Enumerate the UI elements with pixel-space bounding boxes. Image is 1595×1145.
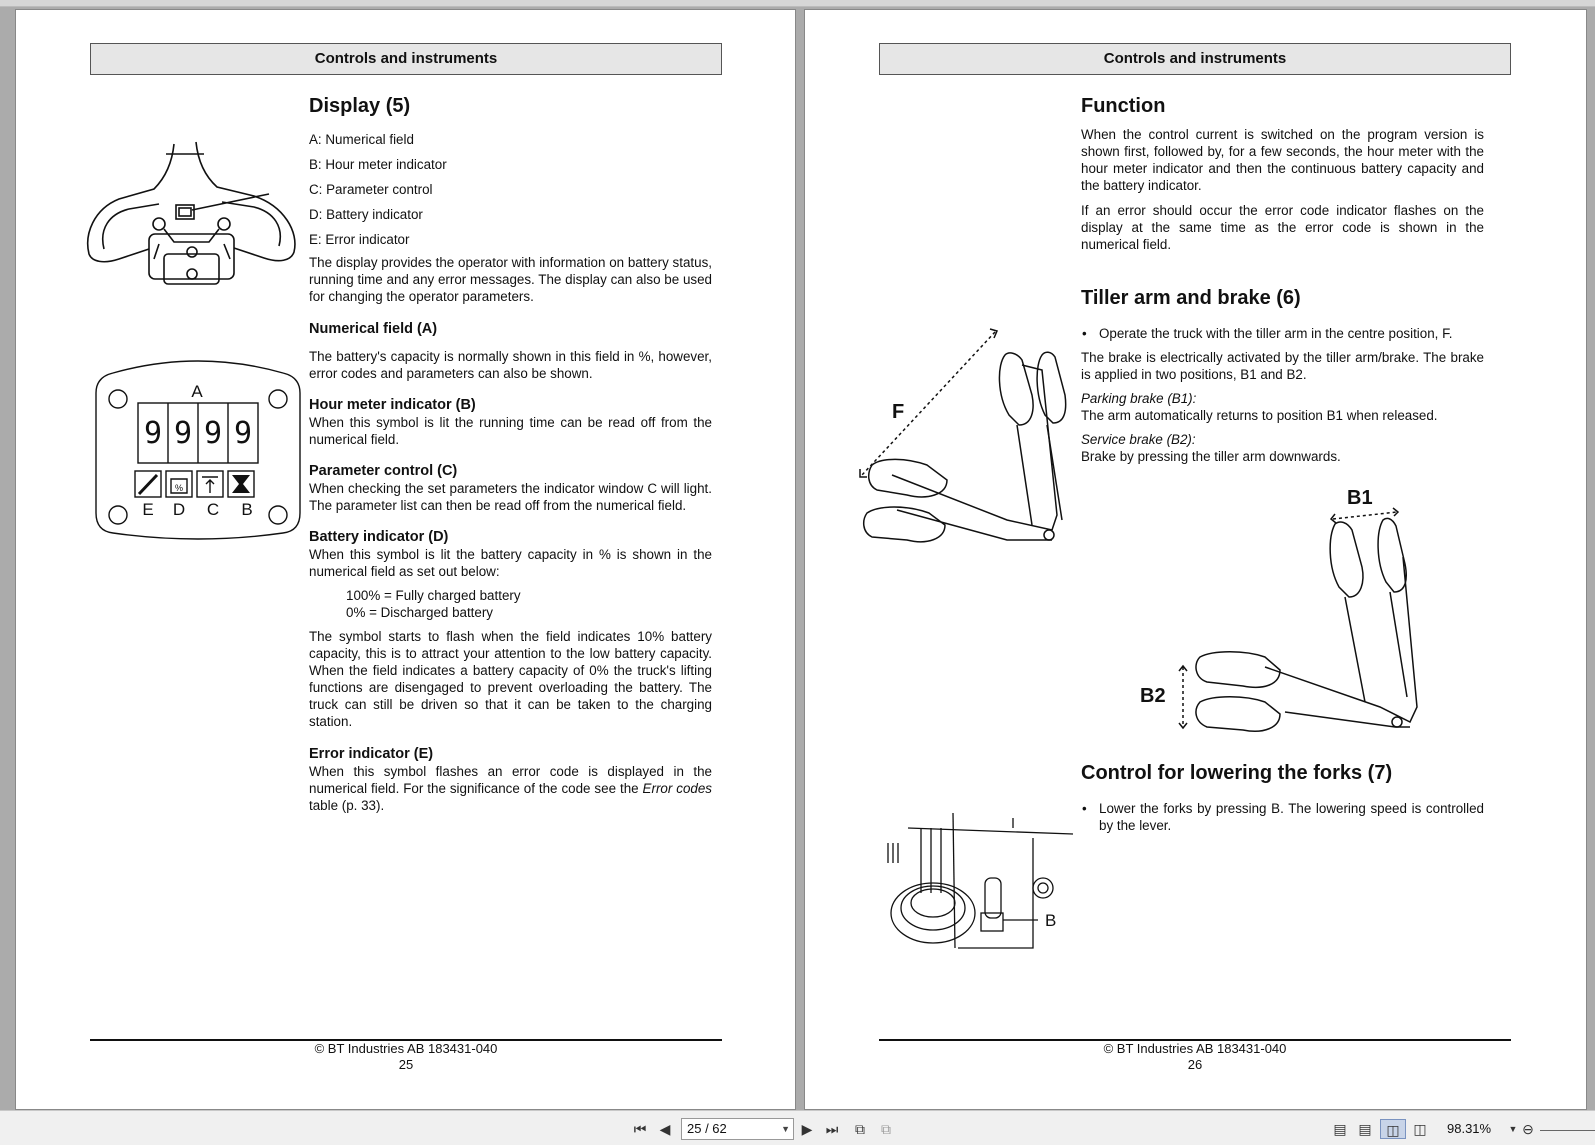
tiller-paragraph: The brake is electrically activated by the tiller arm/brake. The brake is applied in two positions, B1 and B2. — [1081, 350, 1484, 382]
legend-item-c: C: Parameter control — [309, 182, 433, 197]
last-page-icon[interactable]: ⏭ — [825, 1121, 839, 1137]
zoom-out-icon[interactable]: ⊖ — [1522, 1121, 1534, 1137]
digit-1: 9 — [143, 416, 163, 451]
legend-item-e: E: Error indicator — [309, 232, 410, 247]
battery-symbol-percent: % — [174, 483, 184, 493]
page-number-input[interactable] — [681, 1118, 794, 1140]
digit-3: 9 — [203, 416, 223, 451]
display-panel-figure — [93, 353, 303, 543]
service-brake-text: Brake by pressing the tiller arm downwards. — [1081, 449, 1341, 464]
function-heading: Function — [1081, 95, 1166, 117]
battery-full-line: 100% = Fully charged battery — [346, 588, 521, 603]
label-b: B — [1045, 911, 1057, 930]
viewer-toolbar — [0, 1110, 1595, 1145]
copyright: © BT Industries AB 183431-040 — [1103, 1041, 1287, 1056]
hour-meter-heading: Hour meter indicator (B) — [309, 397, 476, 413]
tiller-arm-figure-f — [857, 325, 1082, 560]
numerical-field-text: The battery's capacity is normally shown in this field in %, however, error codes and parameters can also be shown. — [309, 349, 712, 381]
page-footer — [879, 1041, 1511, 1073]
page-dropdown-icon[interactable]: ▼ — [781, 1124, 790, 1134]
service-brake-label: Service brake (B2): — [1081, 432, 1196, 447]
function-paragraph-2: If an error should occur the error code indicator flashes on the display at the same time as the error code is shown in the numerical field. — [1081, 203, 1484, 252]
display-label-b: B — [241, 500, 253, 519]
display-label-c: C — [206, 500, 220, 519]
page-indicator: 25 / 62 — [687, 1121, 727, 1136]
display-intro: The display provides the operator with information on battery status, running time and any error messages. The display can also be used for changing the operator parameters. — [309, 255, 712, 304]
page-25 — [15, 9, 796, 1110]
display-label-a: A — [191, 382, 203, 401]
lowering-bullet: • Lower the forks by pressing B. The lowering speed is controlled by the lever. — [1081, 800, 1484, 834]
function-paragraph-1: When the control current is switched on the program version is shown first, followed by, for a few seconds, the hour meter with the hour meter indicator and then the continuous battery capacity and the battery indicator. — [1081, 127, 1484, 193]
zoom-dropdown-icon[interactable]: ▼ — [1508, 1124, 1518, 1134]
error-text-part-2: table (p. 33). — [309, 798, 385, 813]
display-legend-list — [309, 131, 712, 248]
first-page-icon[interactable]: ⏮ — [633, 1121, 647, 1137]
next-page-icon[interactable]: ▶ — [801, 1121, 813, 1137]
copyright: © BT Industries AB 183431-040 — [314, 1041, 498, 1056]
error-indicator-heading: Error indicator (E) — [309, 746, 434, 762]
page-26 — [804, 9, 1587, 1110]
page-header: Controls and instruments — [879, 43, 1511, 75]
battery-indicator-heading: Battery indicator (D) — [309, 529, 449, 545]
error-codes-reference: Error codes — [642, 781, 712, 796]
error-indicator-text — [309, 763, 712, 814]
zoom-level[interactable]: 98.31% — [1447, 1121, 1492, 1136]
parking-brake-text: The arm automatically returns to position B1 when released. — [1081, 408, 1438, 423]
legend-item-b: B: Hour meter indicator — [309, 157, 447, 172]
page-number: 25 — [398, 1057, 414, 1072]
single-page-view-icon[interactable]: ▤ — [1333, 1121, 1347, 1137]
tiller-arm-figure-brake — [1135, 482, 1445, 757]
parking-brake-label: Parking brake (B1): — [1081, 391, 1197, 406]
page-footer — [90, 1041, 722, 1073]
continuous-facing-view-icon[interactable]: ◫ — [1413, 1121, 1427, 1137]
prev-page-icon[interactable]: ◀ — [659, 1121, 671, 1137]
facing-view-icon[interactable]: ◫ — [1380, 1119, 1406, 1139]
page-number: 26 — [1187, 1057, 1203, 1072]
label-f: F — [892, 401, 905, 423]
display-label-d: D — [172, 500, 186, 519]
tiller-handle-figure — [84, 134, 304, 294]
tiller-bullet: • Operate the truck with the tiller arm in the centre position, F. — [1081, 325, 1484, 342]
legend-item-a: A: Numerical field — [309, 132, 414, 147]
digit-2: 9 — [173, 416, 193, 451]
tiller-section — [1081, 286, 1484, 472]
parameter-control-heading: Parameter control (C) — [309, 463, 458, 479]
lowering-heading: Control for lowering the forks (7) — [1081, 762, 1393, 784]
digit-4: 9 — [233, 416, 253, 451]
window-top-strip — [0, 0, 1595, 7]
zoom-slider[interactable] — [1540, 1130, 1595, 1131]
display-title: Display (5) — [309, 95, 411, 117]
tiller-heading: Tiller arm and brake (6) — [1081, 287, 1301, 309]
lowering-section — [1081, 761, 1484, 834]
numerical-field-heading: Numerical field (A) — [309, 321, 438, 337]
continuous-view-icon[interactable]: ▤ — [1358, 1121, 1372, 1137]
select-tool-icon[interactable]: ⧉ — [855, 1121, 865, 1137]
snapshot-icon[interactable]: ⧉ — [881, 1121, 891, 1137]
label-b2: B2 — [1140, 685, 1166, 707]
legend-item-d: D: Battery indicator — [309, 207, 423, 222]
display-label-e: E — [142, 500, 154, 519]
label-b1: B1 — [1347, 487, 1373, 509]
error-text-part-1: When this symbol flashes an error code is displayed in the numerical field. For the significance of the code see the — [309, 764, 712, 796]
lowering-control-figure — [883, 808, 1083, 958]
left-text-column — [309, 94, 712, 821]
hour-meter-text: When this symbol is lit the running time can be read off from the numerical field. — [309, 415, 712, 447]
function-section — [1081, 94, 1484, 260]
battery-indicator-text: When this symbol is lit the battery capacity in % is shown in the numerical field as set out below: — [309, 547, 712, 579]
page-header: Controls and instruments — [90, 43, 722, 75]
battery-empty-line: 0% = Discharged battery — [346, 605, 494, 620]
parameter-control-text: When checking the set parameters the indicator window C will light. The parameter list can then be read off from the numerical field. — [309, 481, 712, 513]
battery-flash-text: The symbol starts to flash when the field indicates 10% battery capacity, this is to attract your attention to the low battery capacity. When the field indicates a battery capacity of 0% the truck's lifting functions are disengaged to prevent overloading the battery. The truck can still be driven so that it can be taken to the charging station. — [309, 629, 712, 729]
